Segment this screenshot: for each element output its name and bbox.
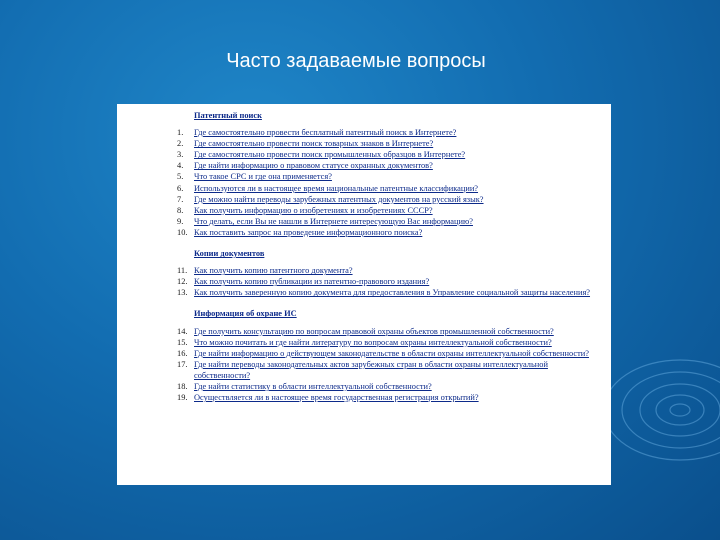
question-number: 15. — [177, 337, 188, 347]
question-link[interactable]: Где можно найти переводы зарубежных патентных документов на русский язык? — [194, 194, 484, 204]
question-number: 6. — [177, 183, 184, 193]
question-number: 14. — [177, 326, 188, 336]
question-link[interactable]: Где самостоятельно провести поиск промышленных образцов в Интернете? — [194, 150, 466, 160]
question-link[interactable]: Где найти информацию о действующем законодательстве в области охраны интеллектуальной собственности? — [194, 348, 589, 358]
question-item — [177, 337, 601, 348]
question-number: 12. — [177, 277, 188, 287]
question-item — [177, 183, 601, 194]
section-title[interactable]: Копии документов — [194, 249, 265, 259]
question-item — [177, 138, 601, 149]
question-item — [177, 171, 601, 182]
question-number: 4. — [177, 161, 184, 171]
question-number: 5. — [177, 172, 184, 182]
question-item — [177, 205, 601, 216]
question-item — [177, 392, 601, 403]
question-item — [177, 265, 601, 276]
question-link[interactable]: Где найти статистику в области интеллектуальной собственности? — [194, 381, 432, 391]
question-number: 3. — [177, 150, 184, 160]
question-link[interactable]: Как получить информацию о изобретениях и изобретениях СССР? — [194, 205, 433, 215]
question-list — [177, 127, 601, 238]
question-link[interactable]: Где самостоятельно провести бесплатный патентный поиск в Интернете? — [194, 128, 457, 138]
question-link[interactable]: Что можно почитать и где найти литературу по вопросам охраны интеллектуальной собственности? — [194, 337, 552, 347]
question-item — [177, 287, 601, 298]
question-link[interactable]: Как получить заверенную копию документа для предоставления в Управление социальной защиты населения? — [194, 288, 591, 298]
question-link[interactable]: Что такое СРС и где она применяется? — [194, 172, 332, 182]
question-number: 7. — [177, 194, 184, 204]
faq-section-ip-protection — [177, 308, 601, 403]
question-item — [177, 276, 601, 287]
faq-section-document-copies — [177, 248, 601, 298]
question-number: 19. — [177, 393, 188, 403]
section-title[interactable]: Патентный поиск — [194, 111, 262, 120]
question-item — [177, 127, 601, 138]
question-link[interactable]: Используются ли в настоящее время национальные патентные классификации? — [194, 183, 479, 193]
question-item — [177, 149, 601, 160]
question-number: 9. — [177, 216, 184, 226]
section-title[interactable]: Информация об охране ИС — [194, 309, 297, 319]
question-item — [177, 227, 601, 238]
question-item — [177, 326, 601, 337]
question-item — [177, 359, 601, 381]
question-number: 1. — [177, 128, 184, 138]
question-item — [177, 160, 601, 171]
question-list — [177, 326, 601, 404]
question-number: 2. — [177, 139, 184, 149]
question-number: 17. — [177, 359, 188, 369]
question-link[interactable]: Как получить копию публикации из патентно-правового издания? — [194, 277, 430, 287]
question-item — [177, 216, 601, 227]
question-link[interactable]: Как получить копию патентного документа? — [194, 266, 353, 276]
faq-panel — [117, 104, 611, 485]
question-link[interactable]: Где найти информацию о правовом статусе охранных документов? — [194, 161, 433, 171]
question-number: 18. — [177, 381, 188, 391]
question-number: 16. — [177, 348, 188, 358]
question-item — [177, 194, 601, 205]
question-link[interactable]: Что делать, если Вы не нашли в Интернете интересующую Вас информацию? — [194, 216, 473, 226]
water-ripple-decoration — [600, 330, 720, 490]
question-list — [177, 265, 601, 298]
question-link[interactable]: Где найти переводы законодательных актов зарубежных стран в области охраны интеллектуальной собственности? — [194, 359, 548, 380]
question-item — [177, 381, 601, 392]
question-number: 8. — [177, 205, 184, 215]
question-link[interactable]: Как поставить запрос на проведение информационного поиска? — [194, 227, 423, 237]
question-link[interactable]: Где получить консультацию по вопросам правовой охраны объектов промышленной собственности? — [194, 326, 554, 336]
question-link[interactable]: Осуществляется ли в настоящее время государственная регистрация открытий? — [194, 393, 479, 403]
question-number: 10. — [177, 227, 188, 237]
question-number: 13. — [177, 288, 188, 298]
slide-title: Часто задаваемые вопросы — [226, 50, 486, 72]
question-item — [177, 348, 601, 359]
question-link[interactable]: Где самостоятельно провести поиск товарных знаков в Интернете? — [194, 139, 434, 149]
question-number: 11. — [177, 266, 188, 276]
faq-section-patent-search — [177, 110, 601, 238]
